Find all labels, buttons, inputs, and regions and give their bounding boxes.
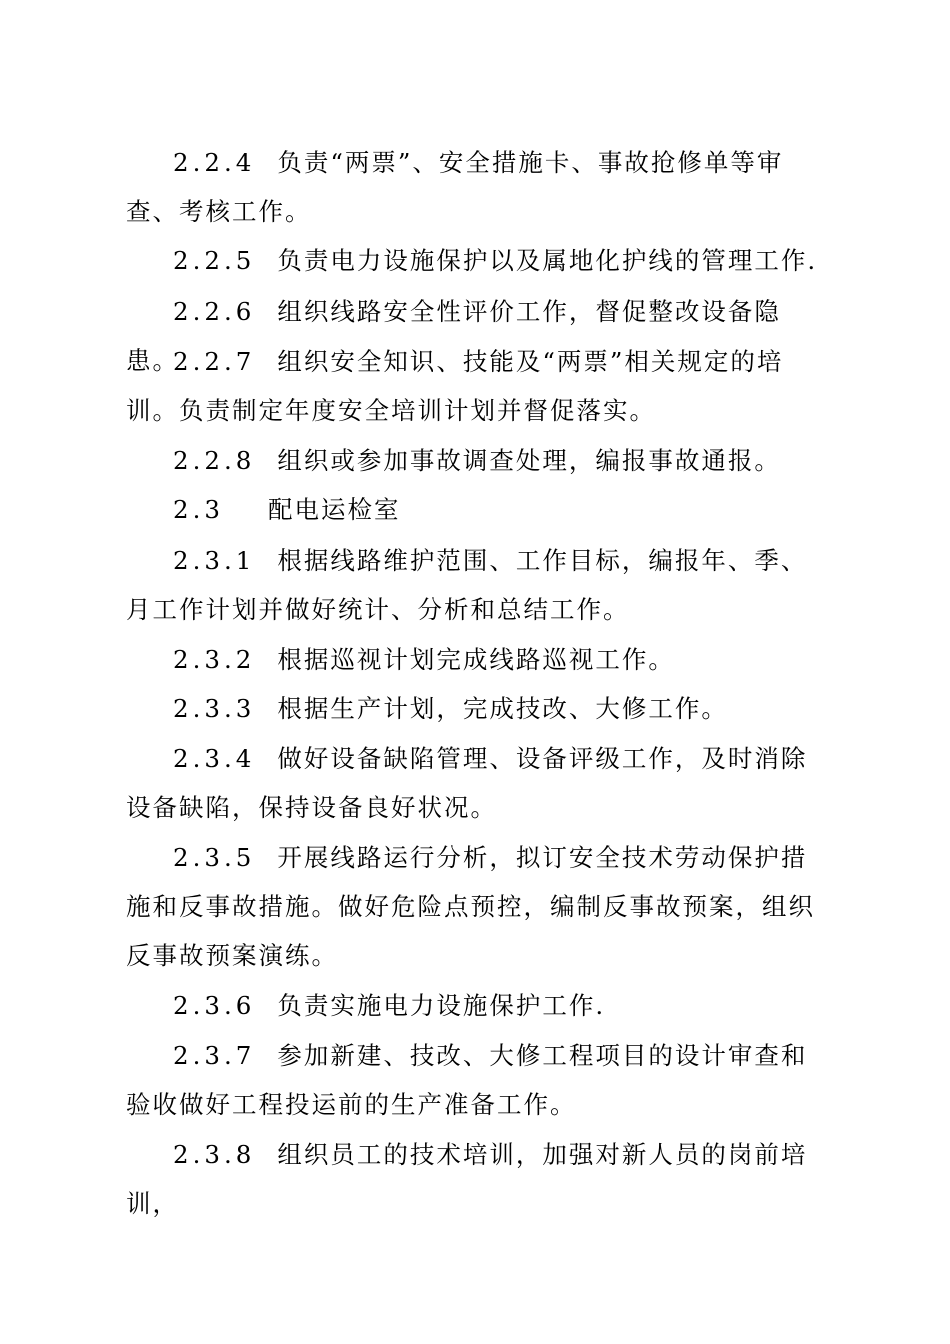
section-number: 2.3.5: [173, 843, 256, 872]
section-number: 2.3.2: [173, 645, 256, 674]
paragraph-text: 负责实施电力设施保护工作.: [277, 991, 606, 1020]
section-number: 2.2.6: [173, 297, 256, 326]
paragraph-2-2-5: [126, 236, 826, 285]
paragraph-2-2-4: [126, 138, 826, 236]
paragraph-text: 负责“两票”、安全措施卡、事故抢修单等审查、考核工作。: [126, 148, 784, 226]
section-number: 2.2.8: [173, 446, 256, 475]
paragraph-text: 根据线路维护范围、工作目标，编报年、季、月工作计划并做好统计、分析和总结工作。: [126, 546, 808, 624]
paragraph-2-2-7: [126, 337, 826, 435]
section-number: 2.2.7: [173, 347, 256, 376]
section-number: 2.3.6: [173, 991, 256, 1020]
section-number: 2.3.1: [173, 546, 256, 575]
paragraph-2-3-8: [126, 1130, 826, 1228]
paragraph-text: 做好设备缺陷管理、设备评级工作，及时消除设备缺陷，保持设备良好状况。: [126, 744, 808, 822]
section-number: 2.3: [173, 495, 224, 524]
paragraph-text: 根据生产计划，完成技改、大修工作。: [277, 694, 728, 723]
paragraph-2-3-1: [126, 536, 826, 634]
paragraph-2-3-5: [126, 833, 826, 980]
paragraph-text: 组织安全知识、技能及“两票”相关规定的培训。负责制定年度安全培训计划并督促落实。: [126, 347, 784, 425]
paragraph-2-3-3: [126, 684, 826, 733]
paragraph-text: 组织或参加事故调查处理，编报事故通报。: [277, 446, 781, 475]
section-title: 配电运检室: [267, 495, 401, 524]
paragraph-text: 参加新建、技改、大修工程项目的设计审查和验收做好工程投运前的生产准备工作。: [126, 1041, 808, 1119]
paragraph-2-2-8: [126, 436, 826, 485]
paragraph-2-3-4: [126, 734, 826, 832]
section-number: 2.3.8: [173, 1140, 256, 1169]
paragraph-2-3-6: [126, 981, 826, 1030]
paragraph-2-3-7: [126, 1031, 826, 1129]
section-number: 2.2.4: [173, 148, 256, 177]
paragraph-text: 开展线路运行分析，拟订安全技术劳动保护措施和反事故措施。做好危险点预控，编制反事故预案，组织反事故预案演练。: [126, 843, 815, 970]
section-number: 2.3.3: [173, 694, 256, 723]
paragraph-text: 组织线路安全性评价工作，督促整改设备隐患。: [126, 297, 781, 375]
section-heading-2-3: [126, 485, 826, 534]
section-number: 2.2.5: [173, 246, 256, 275]
section-number: 2.3.4: [173, 744, 256, 773]
paragraph-text: 根据巡视计划完成线路巡视工作。: [277, 645, 675, 674]
paragraph-text: 负责电力设施保护以及属地化护线的管理工作.: [277, 246, 818, 275]
paragraph-2-3-2: [126, 635, 826, 684]
section-number: 2.3.7: [173, 1041, 256, 1070]
paragraph-text: 组织员工的技术培训，加强对新人员的岗前培训，: [126, 1140, 808, 1218]
